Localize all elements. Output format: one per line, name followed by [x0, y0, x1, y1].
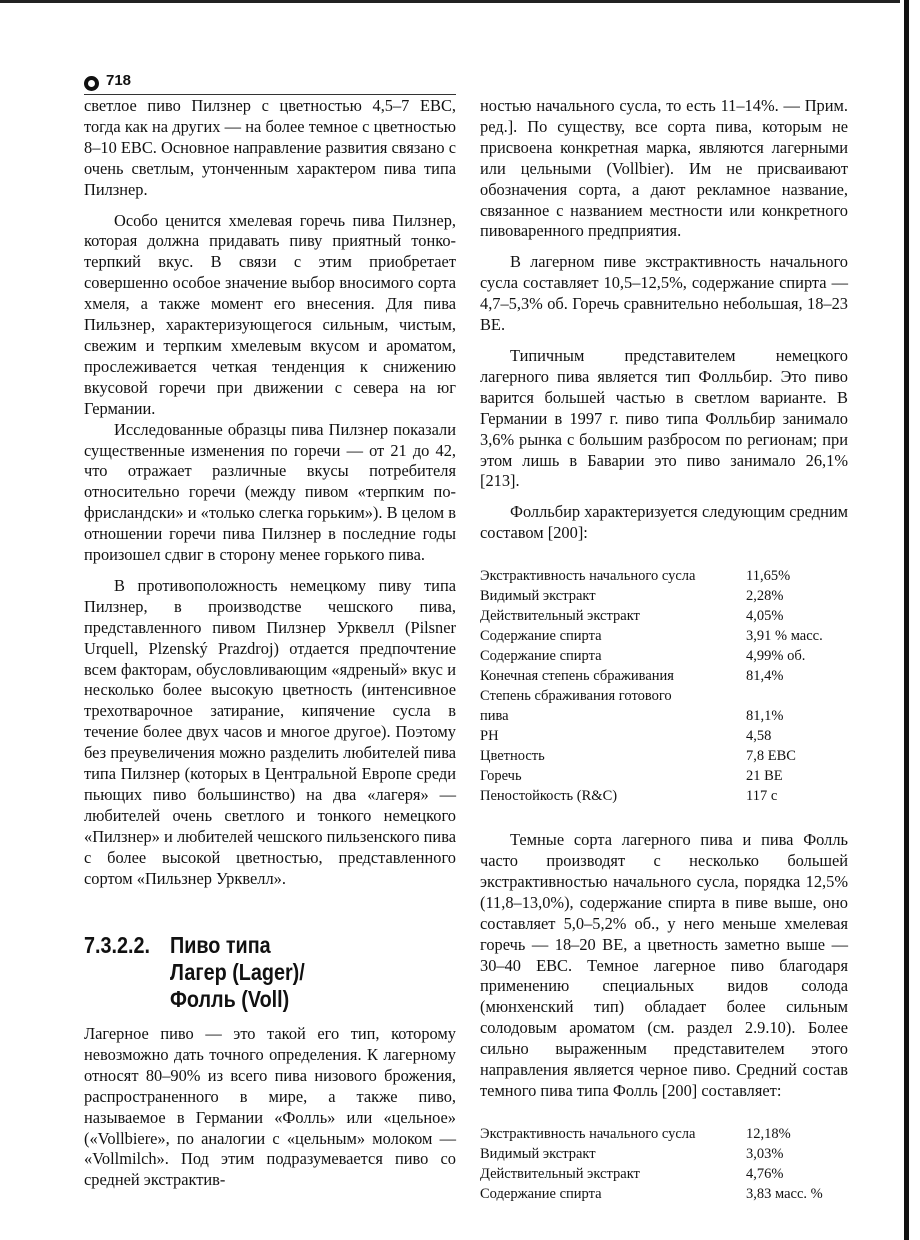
- parameter-name: пива: [480, 708, 509, 725]
- parameter-value: 4,76%: [746, 1165, 784, 1182]
- parameter-value: 21 ВЕ: [746, 768, 783, 785]
- composition-table-dark: [480, 1124, 848, 1204]
- parameter-value: 3,91 % масс.: [746, 628, 823, 645]
- parameter-value: 3,83 масс. %: [746, 1185, 823, 1202]
- parameter-value: 12,18%: [746, 1125, 791, 1142]
- parameter-value: 117 с: [746, 788, 778, 805]
- paragraph: Темные сорта лагерного пива и пива Фолль часто производят с несколько большей экстрактивностью начального сусла, порядка 12,5% (11,8–13,0%), содержание спирта в пиве выше, оно составляет 5,0–5,2% об., у него меньше хмелевая горечь — 18–20 ВЕ, а цветность заметно выше — 30–40 ЕВС. Темное лагерное пиво благодаря применению специальных видов солода (мюнхенский тип) обладает более сильным солодовым ароматом (см. раздел 2.9.10). Более сильно выраженным представителем этого направления является черное пиво. Средний состав темного пива типа Фолль [200] составляет:: [480, 830, 848, 1100]
- parameter-value: 81,1%: [746, 708, 784, 725]
- parameter-value: 4,58: [746, 728, 772, 745]
- table-row: [480, 1144, 848, 1164]
- parameter-name: Пеностойкость (R&C): [480, 788, 618, 805]
- parameter-name: Содержание спирта: [480, 648, 602, 665]
- parameter-name: Действительный экстракт: [480, 608, 640, 625]
- parameter-name: Видимый экстракт: [480, 1145, 596, 1162]
- table-row: [480, 1124, 848, 1144]
- parameter-name: Экстрактивность начального сусла: [480, 568, 696, 585]
- table-row: [480, 766, 848, 786]
- paragraph: Исследованные образцы пива Пилзнер показали существенные изменения по горечи — от 21 до 42, что отражает различные вкусы потребителя относительно горечи (между пивом «терпким по-фрисландски» и «только слегка горьким»). В целом в отношении горечи пива Пилзнер в последние годы произошел сдвиг в сторону менее горького пива.: [84, 419, 456, 565]
- parameter-value: 7,8 ЕВС: [746, 748, 796, 765]
- parameter-name: Конечная степень сбраживания: [480, 668, 674, 685]
- parameter-value: 3,03%: [746, 1145, 784, 1162]
- section-title-line: Лагер (Lager)/: [170, 959, 305, 985]
- section-number: 7.3.2.2.: [84, 932, 150, 958]
- parameter-name: Цветность: [480, 748, 545, 765]
- table-row: [480, 586, 848, 606]
- table-row: [480, 666, 848, 686]
- table-row: [480, 1184, 848, 1204]
- table-row: [480, 646, 848, 666]
- page-number: 718: [106, 72, 132, 89]
- parameter-value: [746, 686, 848, 706]
- section-heading: [84, 932, 404, 1013]
- paragraph: В противоположность немецкому пиву типа Пилзнер, в производстве чешского пива, представленного пивом Пилзнер Урквелл (Pilsner Urquell, Plzenský Prazdroj) отдается предпочтение всем факторам, обусловливающим «ядреный» вкус и несколько более высокую цветность (интенсивное трехотварочное затирание, кипячение сусла в течение более двух часов и многое другое). Поэтому без преувеличения можно разделить любителей пива типа Пилзнер (которых в Центральной Европе среди пьющих пиво большинство) на два «лагеря» — любителей очень светлого и тонкого немецкого «Пилзнер» и любителей чешского пильзенского пива с более высокой цветностью, представленного сортом «Пильзнер Урквелл».: [84, 575, 456, 888]
- table-row: [480, 706, 848, 726]
- table-row: [480, 786, 848, 806]
- page-header: [84, 72, 456, 95]
- scan-border-top: [0, 0, 900, 3]
- parameter-name: Видимый экстракт: [480, 588, 596, 605]
- left-column: [84, 96, 456, 890]
- paragraph: светлое пиво Пилзнер с цветностью 4,5–7 ЕВС, тогда как на других — на более темное с цветностью 8–10 ЕВС. Основное направление развития связано с очень светлым, утонченным характером пива типа Пилзнер.: [84, 96, 456, 199]
- parameter-name: Горечь: [480, 768, 522, 785]
- table-row: [480, 566, 848, 586]
- parameter-name: Содержание спирта: [480, 628, 602, 645]
- publisher-logo-icon: [84, 76, 99, 91]
- parameter-value: 4,99% об.: [746, 648, 806, 665]
- parameter-name: РН: [480, 728, 499, 745]
- parameter-name: Экстрактивность начального сусла: [480, 1125, 696, 1142]
- parameter-value: 2,28%: [746, 588, 784, 605]
- left-column-continued: [84, 1024, 456, 1191]
- parameter-value: 81,4%: [746, 668, 784, 685]
- parameter-name: Содержание спирта: [480, 1185, 602, 1202]
- paragraph: В лагерном пиве экстрактивность начального сусла составляет 10,5–12,5%, содержание спирта — 4,7–5,3% об. Горечь сравнительно небольшая, 18–23 ВЕ.: [480, 252, 848, 335]
- paragraph: Лагерное пиво — это такой его тип, которому невозможно дать точного определения. К лагерному относят 80–90% из всего пива низового брожения, распространенного в мире, а также пиво, называемое в Германии «Фолль» или «цельное» («Vollbiere», по аналогии с «цельным» молоком — «Vollmilch». Под этим подразумевается пиво со средней экстрактив-: [84, 1024, 456, 1190]
- paragraph: Фолльбир характеризуется следующим средним составом [200]:: [480, 502, 848, 543]
- composition-table-light: [480, 566, 848, 806]
- section-title-line: Пиво типа: [170, 932, 271, 958]
- paragraph: Особо ценится хмелевая горечь пива Пилзнер, которая должна придавать пиву приятный тонко-терпкий вкус. В связи с этим приобретает совершенно особое значение выбор вносимого сорта хмеля, а также момент его внесения. Для пива Пильзнер, характеризующегося сильным, чистым, свежим и терпким хмелевым вкусом и ароматом, прослеживается четкая тенденция к снижению вкусовой горечи при движении с севера на юг Германии.: [84, 210, 456, 418]
- section-title-line: Фолль (Voll): [170, 986, 290, 1012]
- parameter-value: 11,65%: [746, 568, 791, 585]
- parameter-name: Степень сбраживания готового: [480, 688, 672, 705]
- table-row: [480, 686, 848, 706]
- table-row: [480, 626, 848, 646]
- table-row: [480, 606, 848, 626]
- paragraph: Типичным представителем немецкого лагерного пива является тип Фолльбир. Это пиво варится большей частью в светлом варианте. В Германии в 1997 г. пиво типа Фолльбир занимало 3,6% рынка с большим разбросом по регионам; при этом лишь в Баварии это пиво занимало 26,1% [213].: [480, 345, 848, 491]
- table-row: [480, 746, 848, 766]
- table-row: [480, 1164, 848, 1184]
- paragraph: ностью начального сусла, то есть 11–14%. — Прим. ред.]. По существу, все сорта пива, которым не присвоена конкретная марка, являются лагерными или цельными (Vollbier). Им не присваивают обозначения сорта, а дают рекламное название, связанное с названием местности или конкретного пивоваренного предприятия.: [480, 96, 848, 241]
- right-column: [480, 96, 848, 1204]
- scan-border-right: [904, 0, 909, 1240]
- parameter-name: Действительный экстракт: [480, 1165, 640, 1182]
- table-row: [480, 726, 848, 746]
- parameter-value: 4,05%: [746, 608, 784, 625]
